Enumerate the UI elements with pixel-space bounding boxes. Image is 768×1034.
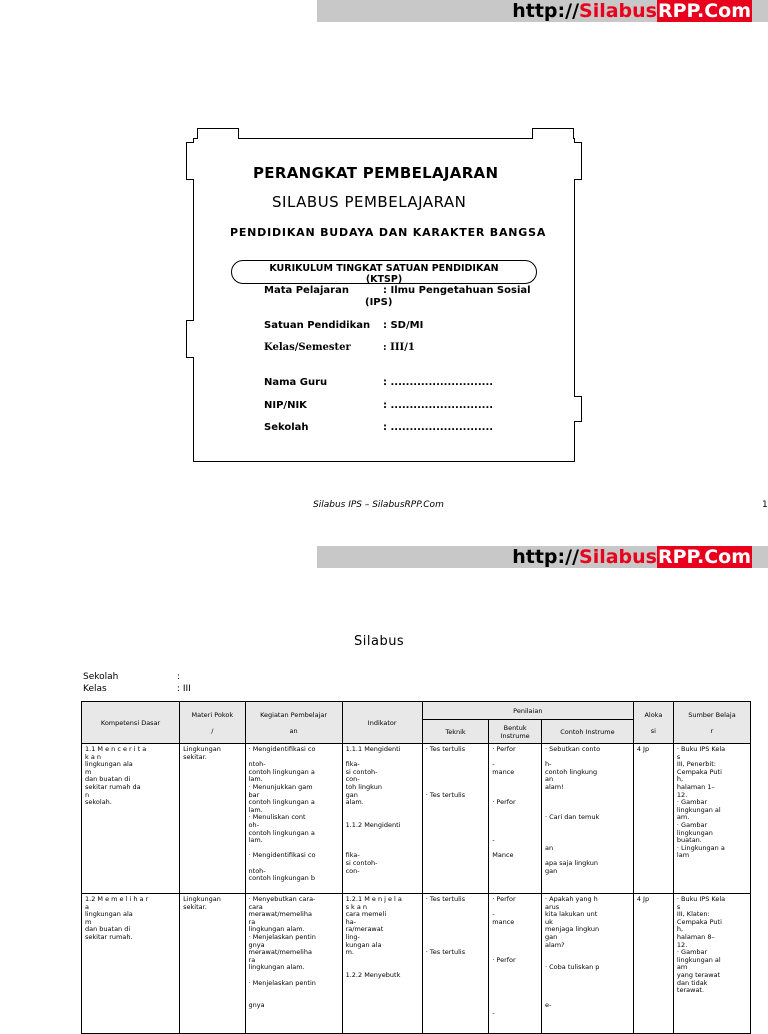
cell-bentuk: · Perfor - mance · Perfor - Mance: [489, 744, 542, 894]
frame-corner-right-bottom: [574, 396, 582, 422]
header-sumber-label: Sumber Belaja: [688, 710, 736, 719]
frame-corner-left-top: [186, 142, 194, 180]
frame-corner-top-left: [197, 128, 239, 139]
header-teknik: Teknik: [422, 720, 488, 744]
info-sekolah-value: :: [177, 672, 181, 682]
field-label-sekolah: Sekolah: [264, 422, 309, 433]
header-kegiatan-label: Kegiatan Pembelajar: [260, 710, 328, 719]
header-sumber-label-2: r: [710, 726, 714, 735]
site-banner-top: [317, 0, 768, 22]
field-label-kelas: Kelas/Semester: [264, 342, 351, 353]
cell-kegiatan: · Mengidentifikasi co ntoh- contoh lingkungan a lam. · Menunjukkan gam bar contoh lingkungan a lam. · Menuliskan cont oh- contoh lingkungan a lam. · Mengidentifikasi co ntoh- contoh lingkungan b: [245, 744, 342, 894]
cell-indikator: 1.1.1 Mengidenti fika- si contoh- con- toh lingkun gan alam. 1.1.2 Mengidenti fika- si contoh- con-: [342, 744, 422, 894]
banner-url-rpp: RPP.Com: [657, 0, 751, 22]
cover-program: PENDIDIKAN BUDAYA DAN KARAKTER BANGSA: [230, 226, 547, 239]
field-value-satuan: : SD/MI: [383, 320, 424, 331]
page-footer: Silabus IPS – SilabusRPP.Com: [313, 500, 444, 510]
banner-url-silabus-2: Silabus: [579, 546, 657, 568]
field-label-satuan: Satuan Pendidikan: [264, 320, 371, 331]
field-value-mapel: : Ilmu Pengetahuan Sosial: [383, 285, 531, 296]
cell-teknik: · Tes tertulis · Tes tertulis: [422, 744, 488, 894]
header-bentuk: Bentuk Instrume: [489, 720, 542, 744]
banner-url-prefix-2: http://: [512, 546, 580, 568]
banner-url[interactable]: [512, 0, 768, 22]
banner-url-2[interactable]: [512, 546, 768, 568]
frame-corner-top-right: [532, 128, 574, 139]
field-label-mapel: Mata Pelajaran: [264, 285, 349, 296]
banner-url-silabus: Silabus: [579, 0, 657, 22]
table-row: [82, 894, 751, 1034]
cell-kd: 1.2 M e m e l i h a r a lingkungan ala m dan buatan di sekitar rumah.: [82, 894, 180, 1034]
header-contoh: Contoh Instrume: [542, 720, 634, 744]
field-label-guru: Nama Guru: [264, 377, 328, 388]
cell-sumber: · Buku IPS Kela s III, Klaten: Cempaka Puti h, halaman 8– 12. · Gambar lingkungan al am yang terawat dan tidak terawat.: [673, 894, 750, 1034]
table-row: [82, 744, 751, 894]
header-penilaian: Penilaian: [422, 702, 633, 720]
field-label-nip: NIP/NIK: [264, 400, 307, 411]
banner-url-rpp-2: RPP.Com: [657, 546, 751, 568]
silabus-table: [81, 701, 751, 1034]
header-indikator: Indikator: [342, 702, 422, 744]
curriculum-badge: KURIKULUM TINGKAT SATUAN PENDIDIKAN (KTSP): [231, 260, 537, 284]
info-kelas-value: : III: [177, 684, 191, 694]
header-alokasi: [633, 702, 673, 744]
cell-contoh: · Sebutkan conto h- contoh lingkung an alam! · Cari dan temuk an apa saja lingkun gan: [542, 744, 634, 894]
banner-url-prefix: http://: [512, 0, 580, 22]
site-banner-page2: [317, 546, 768, 568]
header-materi-label: Materi Pokok: [191, 710, 234, 719]
cover-title: PERANGKAT PEMBELAJARAN: [253, 164, 499, 182]
field-value-kelas: : III/1: [383, 342, 415, 353]
page2-title: Silabus: [354, 634, 405, 649]
cell-alokasi: 4 Jp: [633, 744, 673, 894]
header-materi-label-2: /: [211, 726, 214, 735]
cell-contoh: · Apakah yang h arus kita lakukan unt uk menjaga lingkun gan alam? · Coba tuliskan p e-: [542, 894, 634, 1034]
header-kompetensi: Kompetensi Dasar: [82, 702, 180, 744]
header-kegiatan: [245, 702, 342, 744]
field-value-mapel-2: (IPS): [365, 297, 393, 308]
header-materi: [180, 702, 245, 744]
frame-corner-left-bottom: [186, 320, 194, 358]
cover-subtitle: SILABUS PEMBELAJARAN: [272, 193, 467, 211]
cell-materi: Lingkungan sekitar.: [180, 744, 245, 894]
cell-kd: 1.1 M e n c e r i t a k a n lingkungan ala m dan buatan di sekitar rumah da n sekolah.: [82, 744, 180, 894]
info-kelas-label: Kelas: [83, 684, 107, 694]
header-kegiatan-label-2: an: [289, 726, 298, 735]
frame-corner-right-top: [574, 142, 582, 180]
header-sumber: [673, 702, 750, 744]
cell-sumber: · Buku IPS Kela s III, Penerbit: Cempaka Puti h, halaman 1– 12. · Gambar lingkungan al am. · Gambar lingkungan buatan. · Lingkungan a lam: [673, 744, 750, 894]
cell-teknik: · Tes tertulis · Tes tertulis: [422, 894, 488, 1034]
cell-indikator: 1.2.1 M e n j e l a s k a n cara memeli ha- ra/merawat ling- kungan ala m. 1.2.2 Menyebutk: [342, 894, 422, 1034]
info-sekolah-label: Sekolah: [83, 672, 119, 682]
header-alokasi-label-2: si: [650, 726, 656, 735]
cell-alokasi: 4 Jp: [633, 894, 673, 1034]
cell-kegiatan: · Menyebutkan cara- cara merawat/memeliha ra lingkungan alam. · Menjelaskan pentin gnya merawat/memeliha ra lingkungan alam. · Menjelaskan pentin gnya: [245, 894, 342, 1034]
header-alokasi-label: Aloka: [644, 710, 663, 719]
cell-materi: Lingkungan sekitar.: [180, 894, 245, 1034]
page-number: 1: [762, 500, 768, 510]
field-value-guru: : ...........................: [383, 377, 494, 388]
cell-bentuk: · Perfor - mance · Perfor -: [489, 894, 542, 1034]
field-value-sekolah: : ...........................: [383, 422, 494, 433]
field-value-nip: : ...........................: [383, 400, 494, 411]
